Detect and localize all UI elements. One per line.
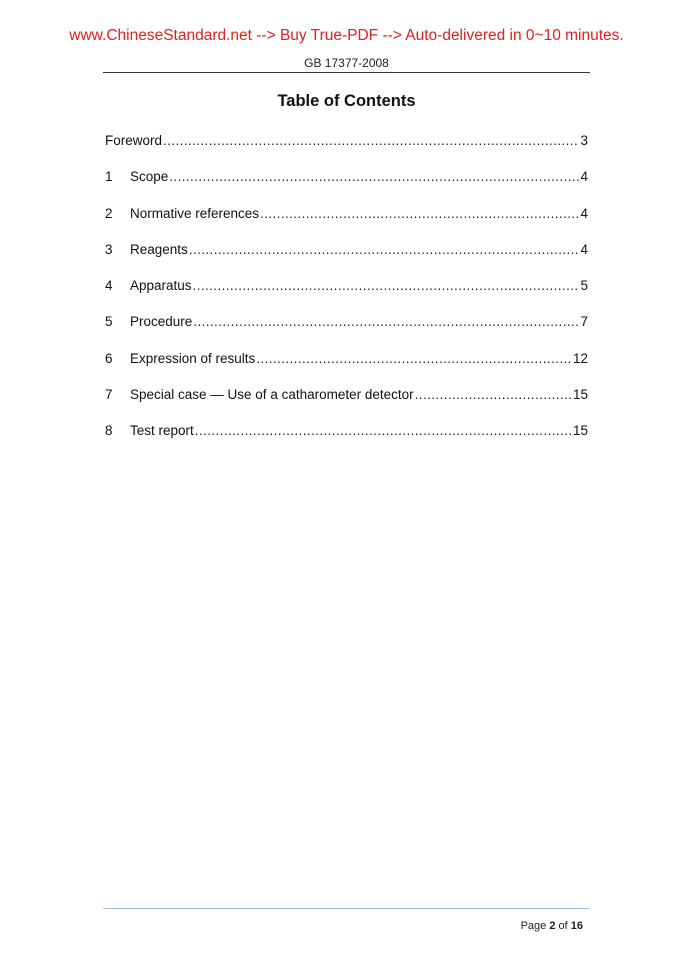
toc-entry-page: 4 — [580, 241, 588, 257]
toc-entry-page: 4 — [580, 169, 588, 185]
toc-leader-dots — [415, 387, 572, 402]
toc-entry-number: 2 — [105, 205, 113, 221]
toc-leader-dots — [193, 314, 579, 329]
toc-entry-number: 5 — [105, 314, 113, 330]
toc-entry-normative-references[interactable] — [105, 206, 588, 242]
toc-entry-expression-of-results[interactable] — [105, 351, 588, 387]
toc-entry-label: Test report — [130, 423, 194, 439]
page-number — [521, 920, 583, 932]
toc-entry-number: 8 — [105, 423, 113, 439]
toc-leader-dots — [256, 351, 572, 366]
table-of-contents — [105, 133, 588, 460]
toc-entry-label: Scope — [130, 169, 169, 185]
toc-entry-scope[interactable] — [105, 169, 588, 205]
footer-divider — [103, 908, 590, 909]
page-number-prefix: Page — [520, 920, 550, 932]
toc-entry-foreword[interactable] — [105, 133, 588, 169]
toc-entry-page: 3 — [580, 133, 588, 148]
toc-entry-number: 1 — [105, 169, 113, 185]
toc-entry-apparatus[interactable] — [105, 278, 588, 314]
toc-entry-label: Foreword — [105, 133, 163, 148]
toc-entry-number: 6 — [105, 350, 113, 366]
toc-leader-dots — [195, 423, 572, 438]
toc-entry-label: Normative references — [130, 205, 260, 221]
toc-entry-number: 4 — [105, 278, 113, 294]
toc-entry-number: 7 — [105, 387, 113, 403]
toc-entry-special-case[interactable] — [105, 387, 588, 423]
toc-entry-reagents[interactable] — [105, 242, 588, 278]
page-number-separator: of — [555, 920, 571, 932]
toc-entry-page: 7 — [580, 314, 588, 330]
toc-title: Table of Contents — [277, 92, 416, 110]
source-banner[interactable]: www.ChineseStandard.net --> Buy True-PDF --> Auto-delivered in 0~10 minutes. — [69, 27, 624, 44]
toc-entry-page: 4 — [580, 205, 588, 221]
toc-entry-number: 3 — [105, 241, 113, 257]
toc-leader-dots — [169, 169, 579, 184]
document-code: GB 17377-2008 — [304, 56, 389, 70]
header-divider — [103, 72, 590, 73]
toc-entry-page: 5 — [580, 278, 588, 294]
toc-entry-procedure[interactable] — [105, 314, 588, 350]
page-number-current: 2 — [549, 920, 556, 932]
toc-entry-page: 15 — [572, 387, 588, 403]
toc-entry-page: 15 — [572, 423, 588, 439]
toc-entry-label: Reagents — [130, 241, 188, 257]
toc-entry-label: Procedure — [130, 314, 193, 330]
toc-leader-dots — [189, 242, 580, 257]
toc-entry-page: 12 — [572, 350, 588, 366]
toc-entry-label: Special case — Use of a catharometer detector — [130, 387, 414, 403]
toc-leader-dots — [260, 206, 579, 221]
page-number-total: 16 — [570, 920, 583, 932]
toc-entry-test-report[interactable] — [105, 423, 588, 459]
toc-leader-dots — [193, 278, 580, 293]
toc-entry-label: Apparatus — [130, 278, 192, 294]
toc-leader-dots — [163, 133, 579, 148]
toc-entry-label: Expression of results — [130, 350, 256, 366]
